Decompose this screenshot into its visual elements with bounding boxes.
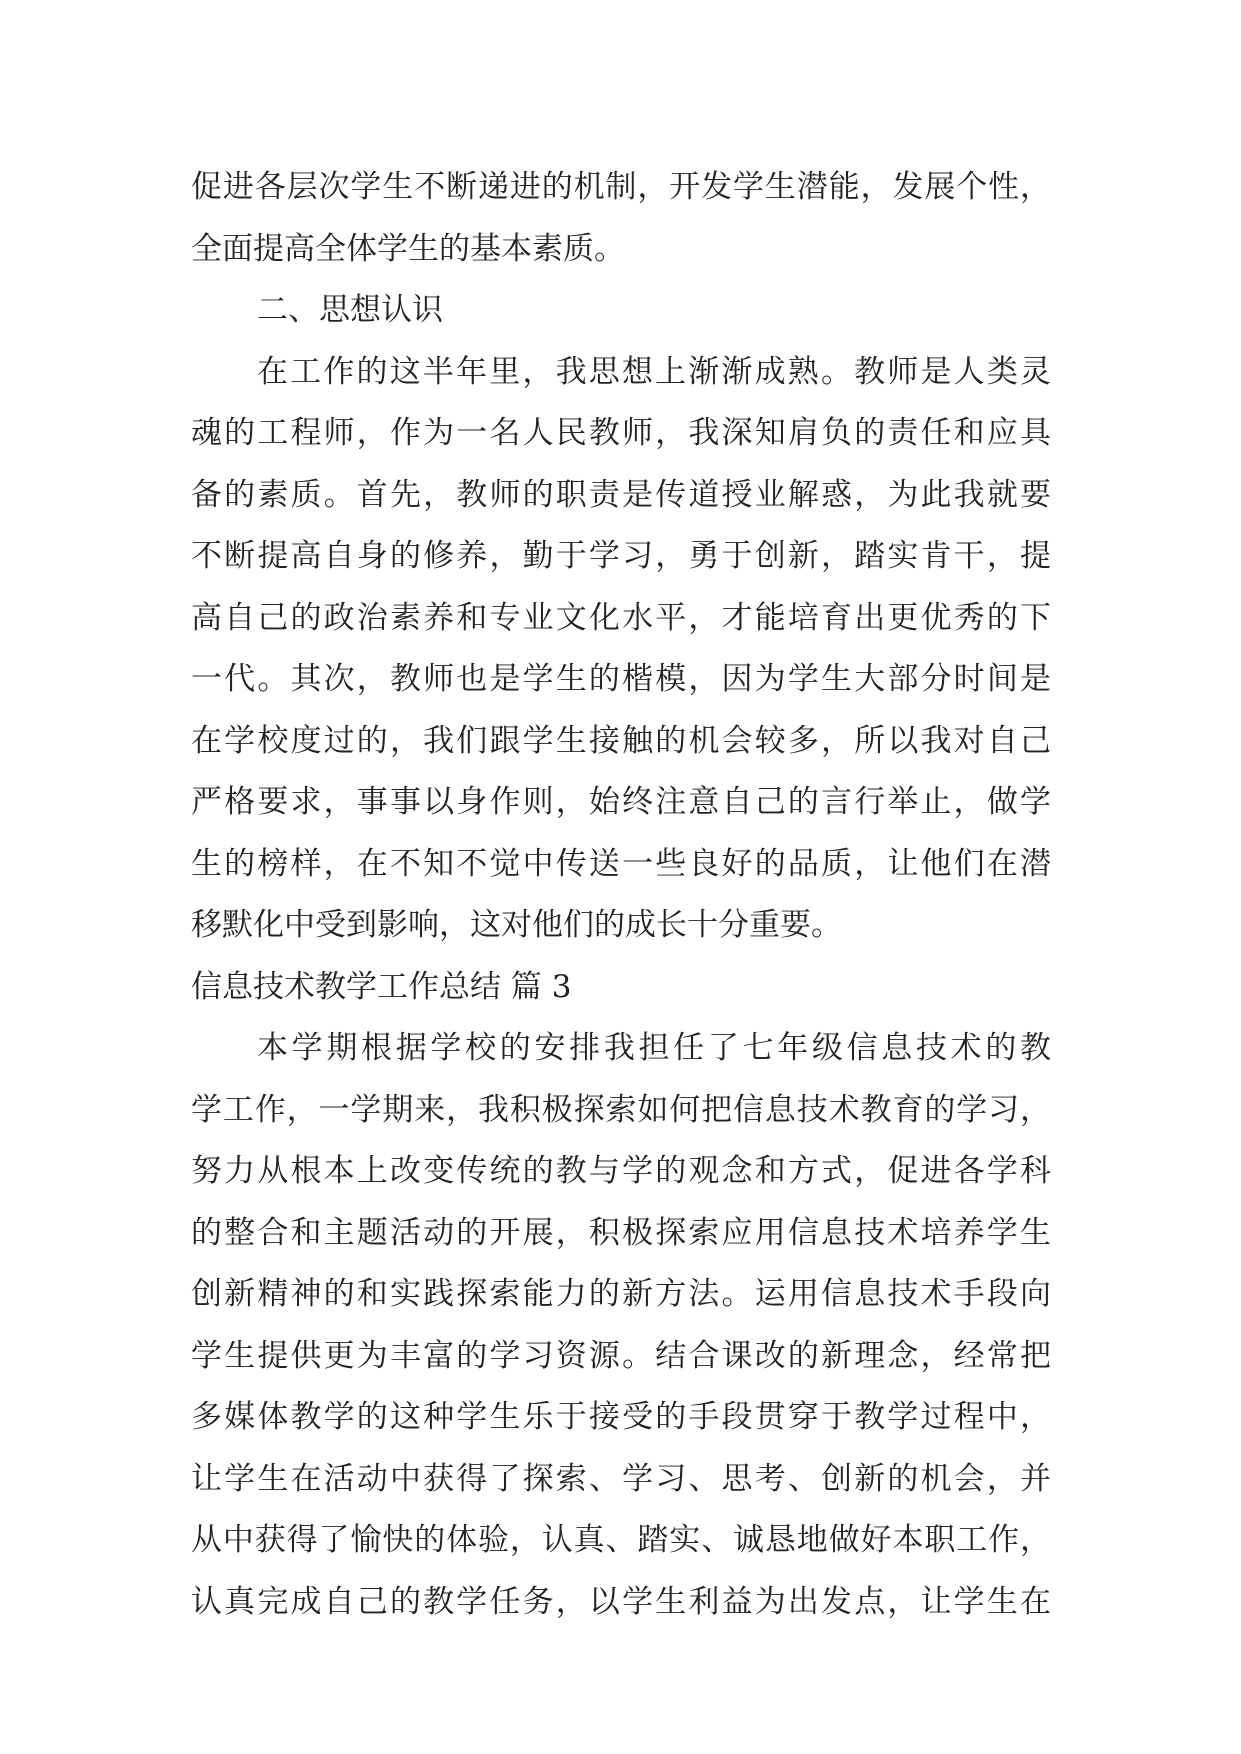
text-line: 魂的工程师，作为一名人民教师，我深知肩负的责任和应具 [191,415,1051,451]
text-line: 全面提高全体学生的基本素质。 [191,230,625,267]
text-line: 创新精神的和实践探索能力的新方法。运用信息技术手段向 [191,1276,1051,1312]
text-line: 学工作，一学期来，我积极探索如何把信息技术教育的学习， [191,1091,1051,1128]
text-line: 不断提高自身的修养，勤于学习，勇于创新，踏实肯干，提 [191,538,1051,574]
text-line: 高自己的政治素养和专业文化水平，才能培育出更优秀的下 [191,599,1051,636]
text-line: 多媒体教学的这种学生乐于接受的手段贯穿于教学过程中， [191,1399,1051,1435]
section-heading: 信息技术教学工作总结 篇 3 [191,968,572,1005]
text-line: 认真完成自己的教学任务，以学生利益为出发点，让学生在 [191,1583,1051,1620]
text-line: 努力从根本上改变传统的教与学的观念和方式，促进各学科 [191,1153,1051,1189]
text-line: 在学校度过的，我们跟学生接触的机会较多，所以我对自己 [191,722,1051,759]
text-line: 本学期根据学校的安排我担任了七年级信息技术的教 [257,1030,1051,1066]
text-line: 移默化中受到影响，这对他们的成长十分重要。 [191,907,842,943]
subsection-heading: 二、思想认识 [257,292,443,328]
document-body [191,157,1051,1633]
text-line: 让学生在活动中获得了探索、学习、思考、创新的机会，并 [191,1460,1051,1497]
text-line: 在工作的这半年里，我思想上渐渐成熟。教师是人类灵 [257,353,1051,390]
text-line: 从中获得了愉快的体验，认真、踏实、诚恳地做好本职工作， [191,1522,1051,1558]
text-line: 生的榜样，在不知不觉中传送一些良好的品质，让他们在潜 [191,845,1051,882]
text-line: 一代。其次，教师也是学生的楷模，因为学生大部分时间是 [191,661,1051,697]
text-line: 备的素质。首先，教师的职责是传道授业解惑，为此我就要 [191,476,1051,513]
text-line: 学生提供更为丰富的学习资源。结合课改的新理念，经常把 [191,1337,1051,1374]
text-line: 促进各层次学生不断递进的机制，开发学生潜能，发展个性， [191,169,1051,205]
text-line: 严格要求，事事以身作则，始终注意自己的言行举止，做学 [191,784,1051,820]
text-line: 的整合和主题活动的开展，积极探索应用信息技术培养学生 [191,1214,1051,1251]
